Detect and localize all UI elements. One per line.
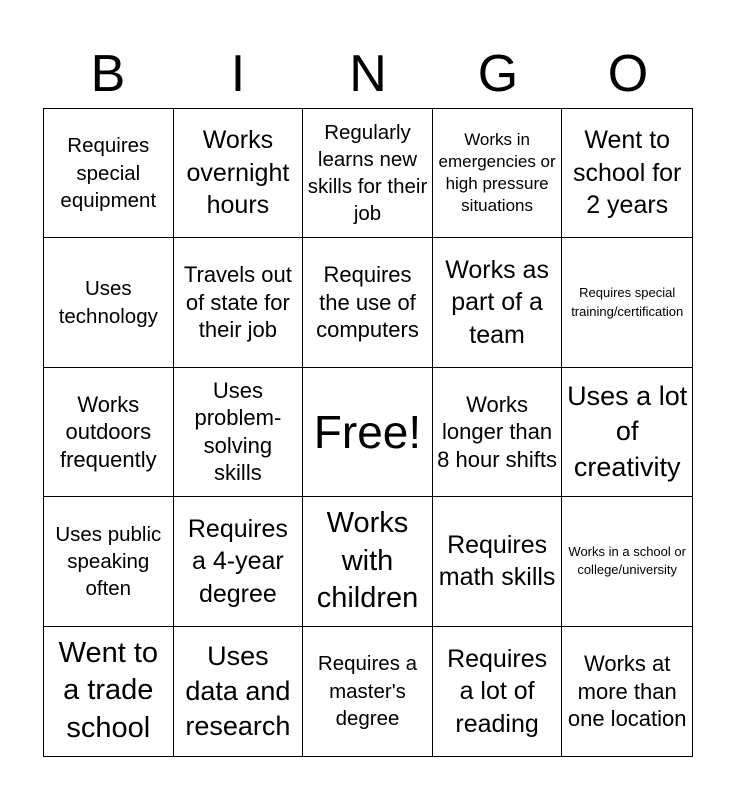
bingo-cell[interactable] — [44, 627, 174, 756]
bingo-cell[interactable] — [174, 368, 304, 497]
bingo-cell-text: Works in a school or college/university — [568, 544, 686, 578]
bingo-cell[interactable] — [433, 368, 563, 497]
bingo-cell-text: Works at more than one location — [567, 651, 687, 732]
free-space[interactable] — [303, 368, 433, 497]
bingo-cell[interactable] — [433, 497, 563, 626]
bingo-cell[interactable] — [174, 497, 304, 626]
bingo-cell-text: Uses public speaking often — [55, 522, 162, 601]
bingo-cell-text: Uses technology — [58, 277, 158, 328]
bingo-cell-text: Works with children — [316, 506, 419, 615]
bingo-cell[interactable] — [433, 238, 563, 367]
bingo-cell[interactable] — [562, 627, 692, 756]
bingo-cell-text: Requires a master's degree — [317, 652, 418, 730]
bingo-header — [43, 40, 693, 108]
bingo-cell[interactable] — [433, 627, 563, 756]
bingo-cell[interactable] — [303, 627, 433, 756]
bingo-cell[interactable] — [303, 109, 433, 238]
bingo-cell[interactable] — [44, 497, 174, 626]
bingo-cell-text: Works overnight hours — [186, 126, 290, 220]
bingo-cell-text: Requires a lot of reading — [447, 644, 548, 738]
bingo-cell-text: Requires special training/certification — [571, 285, 684, 319]
bingo-cell-text: Uses a lot of creativity — [567, 381, 688, 482]
bingo-cell[interactable] — [303, 238, 433, 367]
bingo-cell-text: Requires math skills — [438, 530, 556, 592]
header-letter-g: G — [477, 45, 519, 103]
bingo-cell-text: Works outdoors frequently — [59, 391, 157, 472]
bingo-cell-text: Uses problem-solving skills — [194, 377, 282, 486]
bingo-cell[interactable] — [174, 238, 304, 367]
header-letter-b: B — [90, 45, 126, 103]
bingo-cell-text: Went to school for 2 years — [573, 126, 682, 220]
header-letter-o: O — [607, 45, 649, 103]
bingo-cell-text: Requires the use of computers — [316, 262, 419, 343]
bingo-cell[interactable] — [44, 109, 174, 238]
bingo-cell-text: Works in emergencies or high pressure situations — [438, 130, 556, 216]
bingo-cell[interactable] — [562, 497, 692, 626]
free-space-label: Free! — [313, 405, 422, 458]
bingo-cell-text: Uses data and research — [185, 640, 291, 741]
bingo-cell[interactable] — [562, 238, 692, 367]
bingo-cell[interactable] — [174, 627, 304, 756]
bingo-cell[interactable] — [562, 368, 692, 497]
bingo-cell-text: Requires a 4-year degree — [187, 514, 288, 608]
bingo-cell[interactable] — [174, 109, 304, 238]
bingo-cell[interactable] — [303, 497, 433, 626]
bingo-cell[interactable] — [44, 368, 174, 497]
bingo-cell-text: Works as part of a team — [445, 255, 549, 349]
bingo-cell-text: Went to a trade school — [58, 636, 158, 745]
bingo-cell-text: Requires special equipment — [60, 134, 157, 212]
bingo-cell-text: Works longer than 8 hour shifts — [437, 391, 558, 472]
bingo-cell[interactable] — [562, 109, 692, 238]
bingo-cell[interactable] — [44, 238, 174, 367]
header-letter-i: I — [230, 45, 246, 103]
bingo-cell-text: Travels out of state for their job — [183, 262, 292, 343]
bingo-cell[interactable] — [433, 109, 563, 238]
header-letter-n: N — [349, 45, 387, 103]
bingo-cell-text: Regularly learns new skills for their job — [307, 120, 428, 226]
bingo-board — [43, 108, 693, 757]
